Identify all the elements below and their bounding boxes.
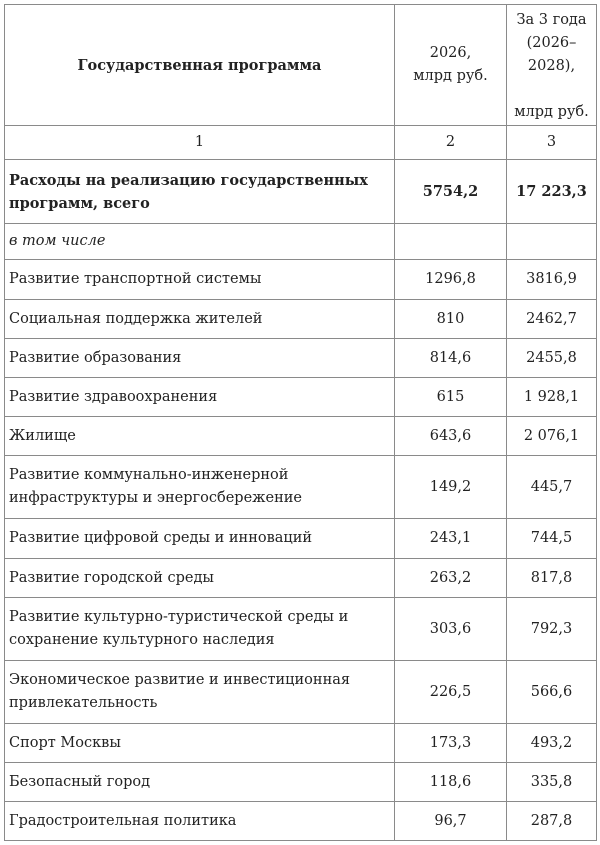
program-label: Безопасный город xyxy=(5,763,395,802)
program-3years: 744,5 xyxy=(507,519,597,559)
program-2026: 263,2 xyxy=(395,559,507,598)
table-row xyxy=(5,598,597,661)
program-2026: 226,5 xyxy=(395,661,507,724)
header-program: Государственная программа xyxy=(5,5,395,126)
program-2026: 173,3 xyxy=(395,724,507,763)
header-3years-line1: За 3 года xyxy=(516,12,587,28)
table-row xyxy=(5,378,597,417)
col-number-3: 3 xyxy=(507,126,597,160)
program-2026: 810 xyxy=(395,300,507,339)
program-3years: 445,7 xyxy=(507,456,597,519)
total-row xyxy=(5,160,597,224)
header-2026-line1: 2026, xyxy=(429,45,472,61)
subheading-row xyxy=(5,224,597,260)
header-3years xyxy=(507,5,597,126)
col-number-2: 2 xyxy=(395,126,507,160)
budget-table xyxy=(4,4,597,841)
table-row xyxy=(5,559,597,598)
numbering-row xyxy=(5,126,597,160)
subheading-empty-2026 xyxy=(395,224,507,260)
program-label: Жилище xyxy=(5,417,395,456)
program-label: Развитие коммунально-инженерной инфраструктуры и энергосбережение xyxy=(5,456,395,519)
table-row xyxy=(5,763,597,802)
header-2026 xyxy=(395,5,507,126)
program-3years: 817,8 xyxy=(507,559,597,598)
program-3years: 2462,7 xyxy=(507,300,597,339)
program-2026: 118,6 xyxy=(395,763,507,802)
program-2026: 1296,8 xyxy=(395,260,507,300)
header-2026-line2: млрд руб. xyxy=(413,68,488,84)
col-number-1: 1 xyxy=(5,126,395,160)
program-3years: 3816,9 xyxy=(507,260,597,300)
total-2026: 5754,2 xyxy=(395,160,507,224)
table-row xyxy=(5,519,597,559)
table-row xyxy=(5,456,597,519)
total-3years: 17 223,3 xyxy=(507,160,597,224)
table-row xyxy=(5,339,597,378)
table-row xyxy=(5,802,597,841)
header-3years-line2: (2026– xyxy=(526,35,577,51)
program-2026: 814,6 xyxy=(395,339,507,378)
header-3years-line3: 2028), xyxy=(527,58,576,74)
table-row xyxy=(5,724,597,763)
program-label: Развитие здравоохранения xyxy=(5,378,395,417)
program-label: Экономическое развитие и инвестиционная привлекательность xyxy=(5,661,395,724)
program-label: Градостроительная политика xyxy=(5,802,395,841)
program-2026: 643,6 xyxy=(395,417,507,456)
table-row xyxy=(5,260,597,300)
program-label: Развитие транспортной системы xyxy=(5,260,395,300)
program-3years: 335,8 xyxy=(507,763,597,802)
subheading-label: в том числе xyxy=(5,224,395,260)
program-label: Развитие образования xyxy=(5,339,395,378)
program-label: Спорт Москвы xyxy=(5,724,395,763)
program-2026: 149,2 xyxy=(395,456,507,519)
program-2026: 96,7 xyxy=(395,802,507,841)
total-label: Расходы на реализацию государственных программ, всего xyxy=(5,160,395,224)
program-label: Социальная поддержка жителей xyxy=(5,300,395,339)
program-3years: 1 928,1 xyxy=(507,378,597,417)
program-3years: 2 076,1 xyxy=(507,417,597,456)
program-3years: 287,8 xyxy=(507,802,597,841)
header-row xyxy=(5,5,597,126)
header-3years-line4: млрд руб. xyxy=(514,104,589,120)
program-2026: 303,6 xyxy=(395,598,507,661)
program-3years: 566,6 xyxy=(507,661,597,724)
program-label: Развитие городской среды xyxy=(5,559,395,598)
program-3years: 792,3 xyxy=(507,598,597,661)
table-row xyxy=(5,417,597,456)
table-row xyxy=(5,300,597,339)
subheading-empty-3years xyxy=(507,224,597,260)
program-2026: 615 xyxy=(395,378,507,417)
program-3years: 2455,8 xyxy=(507,339,597,378)
program-label: Развитие культурно-туристической среды и сохранение культурного наследия xyxy=(5,598,395,661)
program-2026: 243,1 xyxy=(395,519,507,559)
program-3years: 493,2 xyxy=(507,724,597,763)
program-label: Развитие цифровой среды и инноваций xyxy=(5,519,395,559)
table-row xyxy=(5,661,597,724)
